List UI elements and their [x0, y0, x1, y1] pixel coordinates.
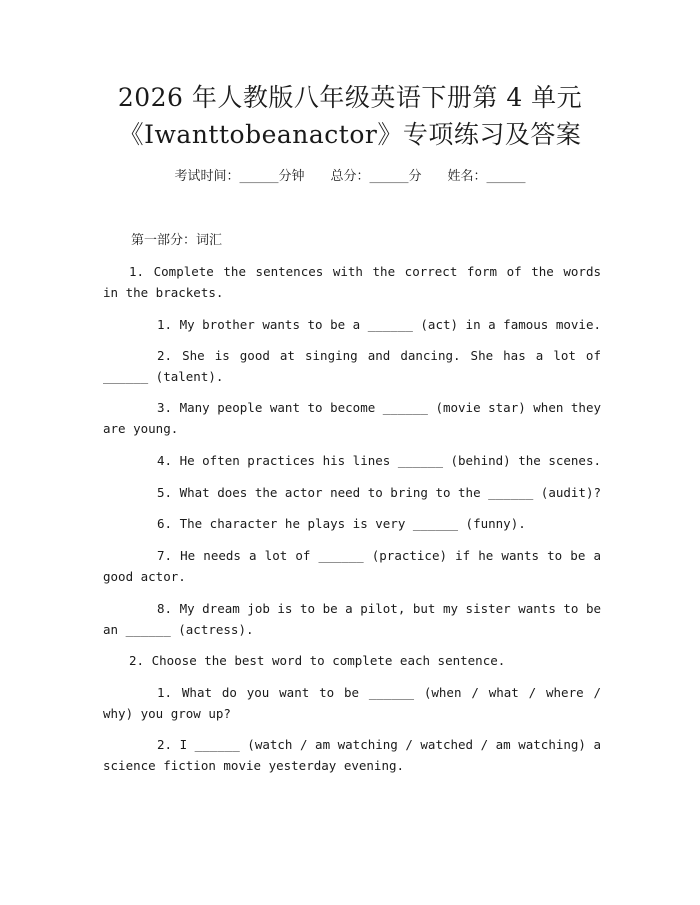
question-2-item-2 — [103, 734, 601, 776]
question-prompt-text: 1. Complete the sentences with the correct form of the words in the brackets. — [103, 264, 601, 300]
document-title-line-2: 《Iwanttobeanactor》专项练习及答案 — [118, 120, 582, 149]
exam-info-line — [0, 168, 700, 186]
exam-time-field: 考试时间：______分钟 — [174, 169, 305, 184]
total-score-field: 总分：______分 — [330, 169, 422, 184]
question-item-text: 2. I ______ (watch / am watching / watched / am watching) a science fiction movie yesterday evening. — [103, 737, 602, 773]
question-item-text: 6. The character he plays is very ______ (funny). — [157, 516, 526, 531]
question-1-item-2 — [103, 345, 601, 387]
question-1-prompt — [103, 261, 601, 303]
question-1-item-4 — [103, 450, 601, 471]
question-1-item-5 — [103, 482, 601, 503]
question-item-text: 3. Many people want to become ______ (movie star) when they are young. — [103, 400, 602, 436]
document-title-line-1: 2026 年人教版八年级英语下册第 4 单元 — [117, 83, 583, 112]
student-name-field: 姓名：______ — [447, 169, 526, 184]
question-1-item-3 — [103, 397, 601, 439]
question-2-prompt — [103, 650, 601, 671]
question-item-text: 7. He needs a lot of ______ (practice) if he wants to be a good actor. — [103, 548, 601, 584]
question-1-item-7 — [103, 545, 601, 587]
question-1-item-8 — [103, 598, 601, 640]
section-heading: 第一部分：词汇 — [131, 233, 223, 248]
question-2-item-1 — [103, 682, 601, 724]
question-item-text: 1. What do you want to be ______ (when / what / where / why) you grow up? — [103, 685, 601, 721]
question-item-text: 2. She is good at singing and dancing. She has a lot of ______ (talent). — [103, 348, 601, 384]
question-item-text: 5. What does the actor need to bring to the ______ (audit)? — [157, 485, 602, 500]
question-item-text: 8. My dream job is to be a pilot, but my sister wants to be an ______ (actress). — [103, 601, 602, 637]
question-1-item-6 — [103, 513, 601, 534]
question-prompt-text: 2. Choose the best word to complete each sentence. — [129, 653, 506, 668]
question-1-item-1 — [103, 314, 601, 335]
question-item-text: 4. He often practices his lines ______ (behind) the scenes. — [157, 453, 602, 468]
question-item-text: 1. My brother wants to be a ______ (act) in a famous movie. — [157, 317, 602, 332]
